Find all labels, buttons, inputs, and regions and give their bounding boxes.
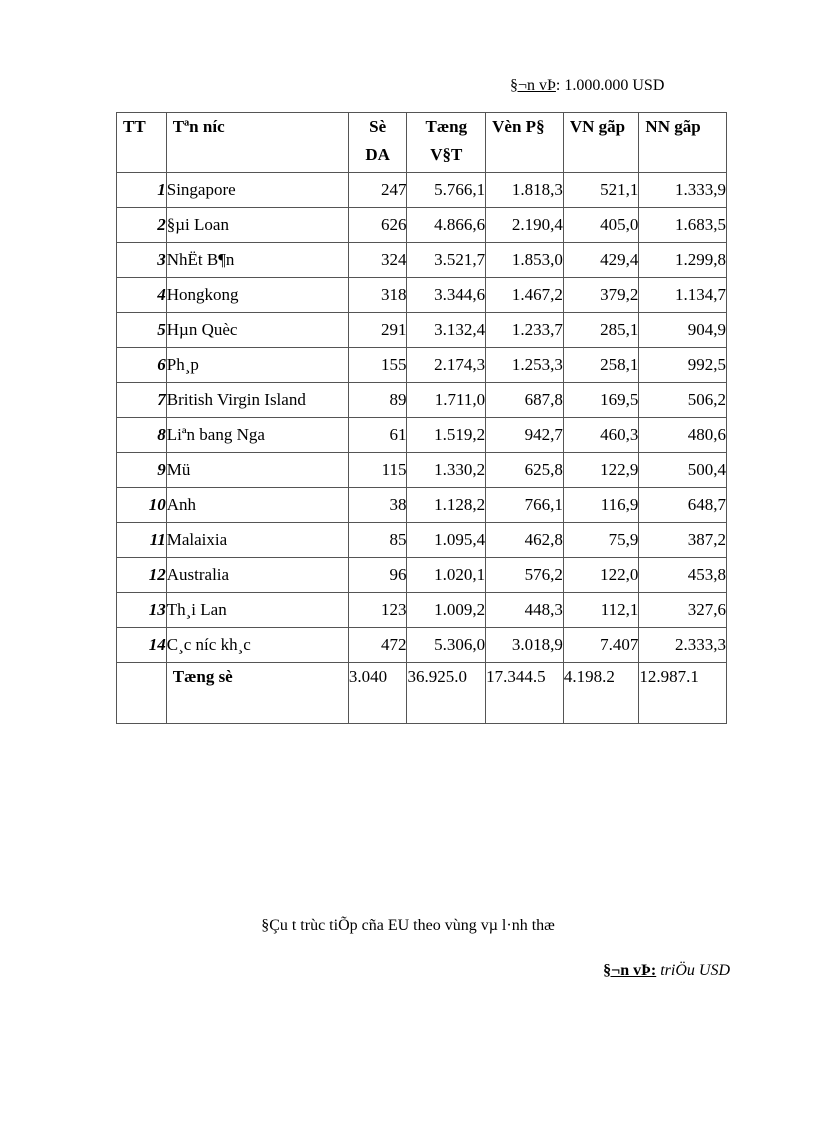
unit-note-bottom: [603, 962, 730, 980]
projects-cell: 85: [348, 523, 407, 558]
table-row: [117, 593, 727, 628]
vn-contribution-cell: 116,9: [563, 488, 639, 523]
foreign-contribution-cell: 648,7: [639, 488, 727, 523]
header-legal-capital: Vèn P§: [486, 113, 564, 173]
foreign-contribution-cell: 1.683,5: [639, 208, 727, 243]
table-row: [117, 488, 727, 523]
table-row: [117, 383, 727, 418]
country-name-cell: Australia: [166, 558, 348, 593]
vn-contribution-cell: 122,0: [563, 558, 639, 593]
total-capital-cell: 1.020,1: [407, 558, 486, 593]
country-name-cell: Mü: [166, 453, 348, 488]
total-capital-cell: 3.344,6: [407, 278, 486, 313]
row-number-cell: 6: [117, 348, 167, 383]
projects-cell: 324: [348, 243, 407, 278]
unit-value-bottom: triÖu USD: [656, 962, 730, 979]
projects-cell: 89: [348, 383, 407, 418]
vn-contribution-cell: 112,1: [563, 593, 639, 628]
row-number-cell: 13: [117, 593, 167, 628]
projects-cell: 291: [348, 313, 407, 348]
vn-contribution-cell: 285,1: [563, 313, 639, 348]
legal-capital-cell: 462,8: [486, 523, 564, 558]
country-name-cell: §µi Loan: [166, 208, 348, 243]
vn-contribution-cell: 258,1: [563, 348, 639, 383]
total-row: [117, 663, 727, 724]
total-capital-cell: 1.128,2: [407, 488, 486, 523]
header-vn-contribution: VN gãp: [563, 113, 639, 173]
section-caption: §Çu t trùc tiÕp cña EU theo vùng vµ l·nh thæ: [261, 917, 555, 934]
vn-contribution-cell: 7.407: [563, 628, 639, 663]
table-row: [117, 208, 727, 243]
row-number-cell: 14: [117, 628, 167, 663]
foreign-contribution-cell: 506,2: [639, 383, 727, 418]
country-name-cell: British Virgin Island: [166, 383, 348, 418]
projects-cell: 247: [348, 173, 407, 208]
legal-capital-cell: 3.018,9: [486, 628, 564, 663]
country-name-cell: NhËt B¶n: [166, 243, 348, 278]
legal-capital-cell: 1.233,7: [486, 313, 564, 348]
total-foreign-contribution: 12.987.1: [639, 663, 727, 724]
total-capital-cell: 2.174,3: [407, 348, 486, 383]
country-name-cell: Hongkong: [166, 278, 348, 313]
legal-capital-cell: 1.253,3: [486, 348, 564, 383]
projects-cell: 472: [348, 628, 407, 663]
table-row: [117, 558, 727, 593]
projects-cell: 61: [348, 418, 407, 453]
legal-capital-cell: 576,2: [486, 558, 564, 593]
total-capital-cell: 3.521,7: [407, 243, 486, 278]
table-row: [117, 523, 727, 558]
projects-cell: 115: [348, 453, 407, 488]
table-header-row: [117, 113, 727, 173]
vn-contribution-cell: 169,5: [563, 383, 639, 418]
country-name-cell: C¸c níc kh¸c: [166, 628, 348, 663]
projects-cell: 38: [348, 488, 407, 523]
row-number-cell: 8: [117, 418, 167, 453]
foreign-contribution-cell: 327,6: [639, 593, 727, 628]
header-projects: Sè DA: [348, 113, 407, 173]
total-capital-cell: 1.330,2: [407, 453, 486, 488]
projects-cell: 626: [348, 208, 407, 243]
legal-capital-cell: 687,8: [486, 383, 564, 418]
foreign-contribution-cell: 453,8: [639, 558, 727, 593]
legal-capital-cell: 1.818,3: [486, 173, 564, 208]
total-projects: 3.040: [348, 663, 407, 724]
vn-contribution-cell: 460,3: [563, 418, 639, 453]
vn-contribution-cell: 405,0: [563, 208, 639, 243]
foreign-contribution-cell: 1.134,7: [639, 278, 727, 313]
legal-capital-cell: 766,1: [486, 488, 564, 523]
foreign-contribution-cell: 387,2: [639, 523, 727, 558]
vn-contribution-cell: 75,9: [563, 523, 639, 558]
row-number-cell: 11: [117, 523, 167, 558]
vn-contribution-cell: 429,4: [563, 243, 639, 278]
total-capital-cell: 3.132,4: [407, 313, 486, 348]
total-label: Tæng sè: [166, 663, 348, 724]
total-capital-cell: 1.009,2: [407, 593, 486, 628]
table-row: [117, 313, 727, 348]
projects-cell: 123: [348, 593, 407, 628]
table-row: [117, 173, 727, 208]
header-tt: TT: [117, 113, 167, 173]
vn-contribution-cell: 379,2: [563, 278, 639, 313]
country-name-cell: Ph¸p: [166, 348, 348, 383]
investment-table: [116, 112, 727, 724]
legal-capital-cell: 625,8: [486, 453, 564, 488]
table-row: [117, 628, 727, 663]
unit-label-bottom: §¬n vÞ:: [603, 962, 657, 979]
legal-capital-cell: 942,7: [486, 418, 564, 453]
header-foreign-contribution: NN gãp: [639, 113, 727, 173]
country-name-cell: Malaixia: [166, 523, 348, 558]
country-name-cell: Th¸i Lan: [166, 593, 348, 628]
foreign-contribution-cell: 904,9: [639, 313, 727, 348]
country-name-cell: Liªn bang Nga: [166, 418, 348, 453]
table-row: [117, 418, 727, 453]
total-capital-cell: 1.095,4: [407, 523, 486, 558]
row-number-cell: 5: [117, 313, 167, 348]
foreign-contribution-cell: 1.299,8: [639, 243, 727, 278]
table-row: [117, 453, 727, 488]
total-capital: 36.925.0: [407, 663, 486, 724]
legal-capital-cell: 2.190,4: [486, 208, 564, 243]
row-number-cell: 2: [117, 208, 167, 243]
foreign-contribution-cell: 2.333,3: [639, 628, 727, 663]
total-capital-cell: 4.866,6: [407, 208, 486, 243]
row-number-cell: 12: [117, 558, 167, 593]
row-number-cell: 7: [117, 383, 167, 418]
row-number-cell: 4: [117, 278, 167, 313]
vn-contribution-cell: 521,1: [563, 173, 639, 208]
foreign-contribution-cell: 992,5: [639, 348, 727, 383]
total-capital-cell: 1.519,2: [407, 418, 486, 453]
projects-cell: 318: [348, 278, 407, 313]
total-vn-contribution: 4.198.2: [563, 663, 639, 724]
total-capital-cell: 5.766,1: [407, 173, 486, 208]
foreign-contribution-cell: 480,6: [639, 418, 727, 453]
legal-capital-cell: 448,3: [486, 593, 564, 628]
table-row: [117, 243, 727, 278]
total-capital-cell: 1.711,0: [407, 383, 486, 418]
total-capital-cell: 5.306,0: [407, 628, 486, 663]
row-number-cell: 9: [117, 453, 167, 488]
projects-cell: 96: [348, 558, 407, 593]
unit-note-top: [510, 77, 664, 95]
country-name-cell: Singapore: [166, 173, 348, 208]
projects-cell: 155: [348, 348, 407, 383]
foreign-contribution-cell: 1.333,9: [639, 173, 727, 208]
unit-label: §¬n vÞ: [510, 77, 556, 94]
legal-capital-cell: 1.853,0: [486, 243, 564, 278]
total-tt-cell: [117, 663, 167, 724]
row-number-cell: 10: [117, 488, 167, 523]
country-name-cell: Hµn Quèc: [166, 313, 348, 348]
foreign-contribution-cell: 500,4: [639, 453, 727, 488]
row-number-cell: 1: [117, 173, 167, 208]
row-number-cell: 3: [117, 243, 167, 278]
unit-value: : 1.000.000 USD: [555, 77, 665, 94]
header-country: Tªn níc: [166, 113, 348, 173]
table-row: [117, 348, 727, 383]
total-legal-capital: 17.344.5: [486, 663, 564, 724]
legal-capital-cell: 1.467,2: [486, 278, 564, 313]
country-name-cell: Anh: [166, 488, 348, 523]
header-total-capital: Tæng V§T: [407, 113, 486, 173]
vn-contribution-cell: 122,9: [563, 453, 639, 488]
table-row: [117, 278, 727, 313]
